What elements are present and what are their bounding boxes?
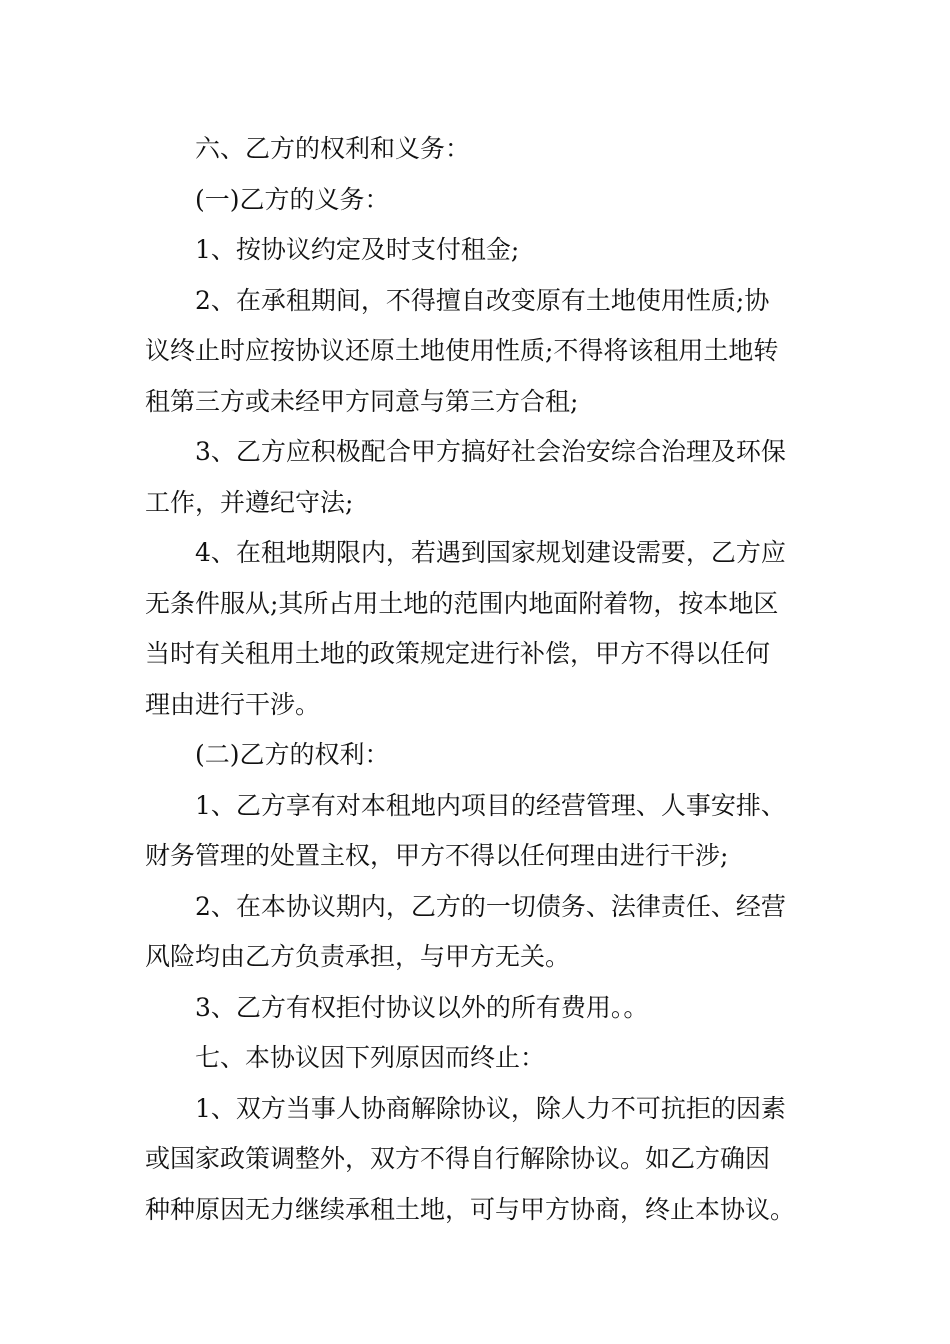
paragraph-line: 2、在本协议期内，乙方的一切债务、法律责任、经营	[195, 891, 786, 921]
paragraph-line: 风险均由乙方负责承担，与甲方无关。	[145, 942, 571, 971]
paragraph	[145, 528, 807, 730]
paragraph	[145, 175, 807, 226]
document-body	[145, 124, 807, 1235]
paragraph-line: 1、乙方享有对本租地内项目的经营管理、人事安排、	[195, 790, 786, 820]
paragraph	[145, 882, 807, 983]
paragraph	[145, 983, 807, 1034]
paragraph-line: 理由进行干涉。	[145, 689, 321, 719]
paragraph-line: (二)乙方的权利：	[195, 740, 390, 769]
paragraph-line: 1、双方当事人协商解除协议，除人力不可抗拒的因素	[195, 1093, 786, 1123]
paragraph-line: 工作，并遵纪守法;	[145, 487, 354, 517]
paragraph	[145, 1084, 807, 1236]
paragraph	[145, 1033, 807, 1084]
paragraph-line: (一)乙方的义务：	[195, 184, 390, 214]
paragraph-line: 4、在租地期限内，若遇到国家规划建设需要，乙方应	[195, 538, 786, 567]
paragraph-line: 议终止时应按协议还原土地使用性质;不得将该租用土地转	[145, 336, 779, 365]
paragraph	[145, 276, 807, 428]
paragraph-line: 财务管理的处置主权，甲方不得以任何理由进行干涉;	[145, 841, 729, 870]
paragraph	[145, 730, 807, 781]
paragraph-line: 无条件服从;其所占用土地的范围内地面附着物，按本地区	[145, 588, 779, 618]
paragraph-line: 当时有关租用土地的政策规定进行补偿，甲方不得以任何	[145, 639, 771, 668]
paragraph-line: 2、在承租期间，不得擅自改变原有土地使用性质;协	[195, 285, 770, 315]
paragraph-line: 3、乙方有权拒付协议以外的所有费用。。	[195, 992, 649, 1022]
paragraph	[145, 225, 807, 276]
paragraph	[145, 427, 807, 528]
paragraph-line: 3、乙方应积极配合甲方搞好社会治安综合治理及环保	[195, 437, 786, 466]
paragraph	[145, 124, 807, 175]
paragraph-line: 或国家政策调整外，双方不得自行解除协议。如乙方确因	[145, 1144, 771, 1173]
paragraph-line: 七、本协议因下列原因而终止：	[195, 1043, 546, 1072]
paragraph-line: 六、乙方的权利和义务：	[195, 134, 471, 163]
paragraph-line: 租第三方或未经甲方同意与第三方合租;	[145, 386, 579, 416]
paragraph-line: 种种原因无力继续承租土地，可与甲方协商，终止本协议。	[145, 1194, 796, 1224]
paragraph	[145, 781, 807, 882]
paragraph-line: 1、按协议约定及时支付租金;	[195, 235, 520, 264]
